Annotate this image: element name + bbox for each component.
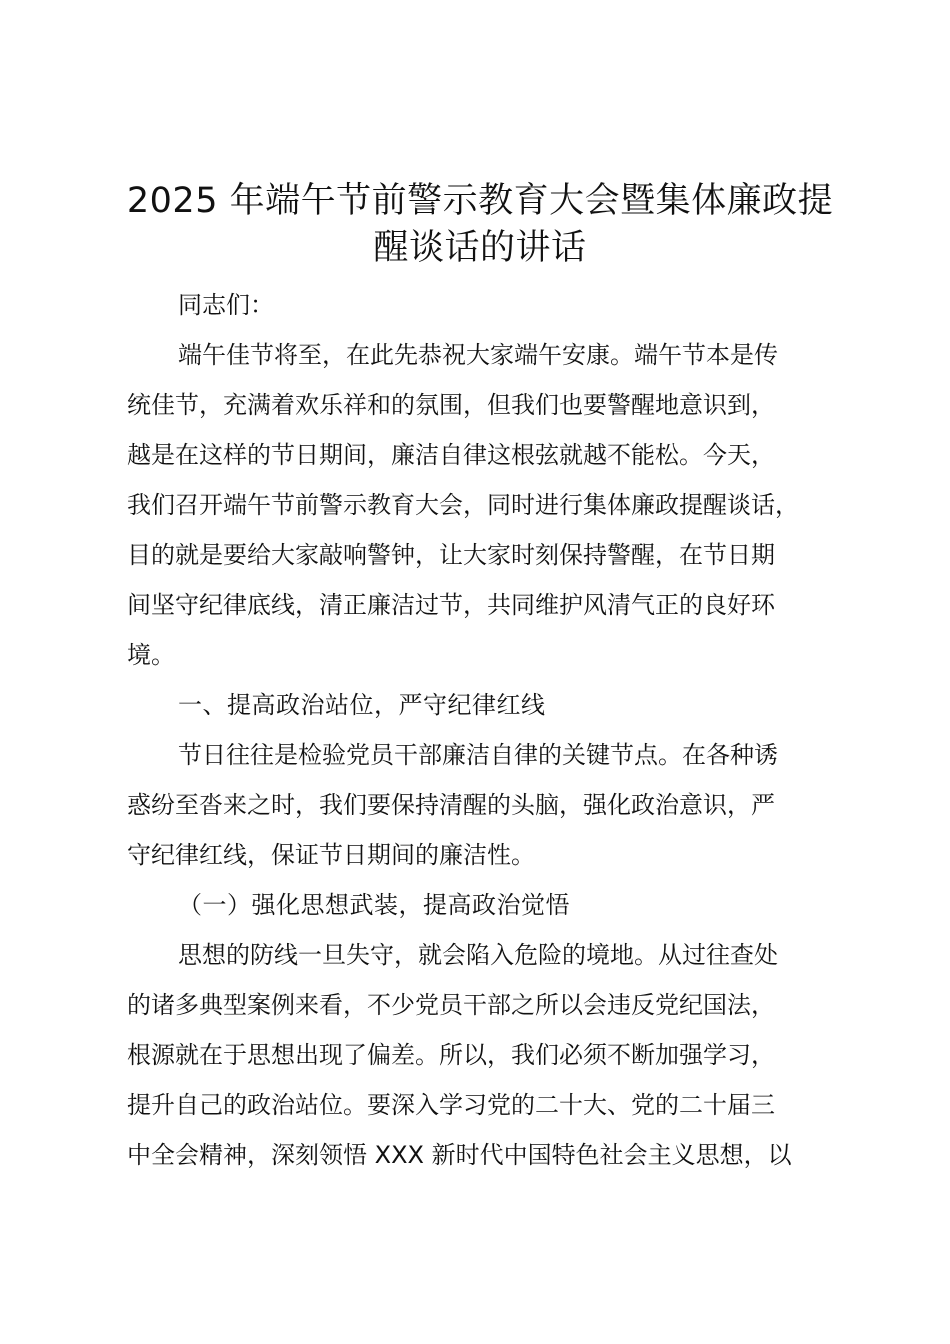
title-line: 2025 年端午节前警示教育大会暨集体廉政提 — [126, 181, 834, 221]
document-body — [127, 280, 857, 1180]
paragraph-line: 端午佳节将至，在此先恭祝大家端午安康。端午节本是传 — [178, 341, 778, 369]
paragraph-line: 统佳节，充满着欢乐祥和的氛围，但我们也要警醒地意识到， — [127, 391, 775, 419]
section-heading: 一、提高政治站位，严守纪律红线 — [178, 691, 546, 719]
paragraph-line: 境。 — [127, 641, 175, 669]
paragraph-line: 目的就是要给大家敲响警钟，让大家时刻保持警醒，在节日期 — [127, 541, 775, 569]
paragraph-line: 节日往往是检验党员干部廉洁自律的关键节点。在各种诱 — [178, 741, 778, 769]
paragraph-line: 中全会精神，深刻领悟 XXX 新时代中国特色社会主义思想，以 — [127, 1141, 792, 1169]
title-line: 醒谈话的讲话 — [373, 228, 587, 268]
subsection-heading: （一）强化思想武装，提高政治觉悟 — [178, 891, 570, 919]
paragraph-line: 越是在这样的节日期间，廉洁自律这根弦就越不能松。今天， — [127, 441, 775, 469]
paragraph-line: 的诸多典型案例来看，不少党员干部之所以会违反党纪国法， — [127, 991, 775, 1019]
paragraph-line: 我们召开端午节前警示教育大会，同时进行集体廉政提醒谈话， — [127, 491, 799, 519]
document-title — [120, 178, 840, 272]
paragraph-line: 守纪律红线，保证节日期间的廉洁性。 — [127, 841, 535, 869]
paragraph-line: 间坚守纪律底线，清正廉洁过节，共同维护风清气正的良好环 — [127, 591, 775, 619]
paragraph-line: 思想的防线一旦失守，就会陷入危险的境地。从过往查处 — [178, 941, 778, 969]
salutation: 同志们： — [178, 291, 274, 319]
paragraph-line: 提升自己的政治站位。要深入学习党的二十大、党的二十届三 — [127, 1091, 775, 1119]
paragraph-line: 惑纷至沓来之时，我们要保持清醒的头脑，强化政治意识，严 — [127, 791, 775, 819]
paragraph-line: 根源就在于思想出现了偏差。所以，我们必须不断加强学习， — [127, 1041, 775, 1069]
